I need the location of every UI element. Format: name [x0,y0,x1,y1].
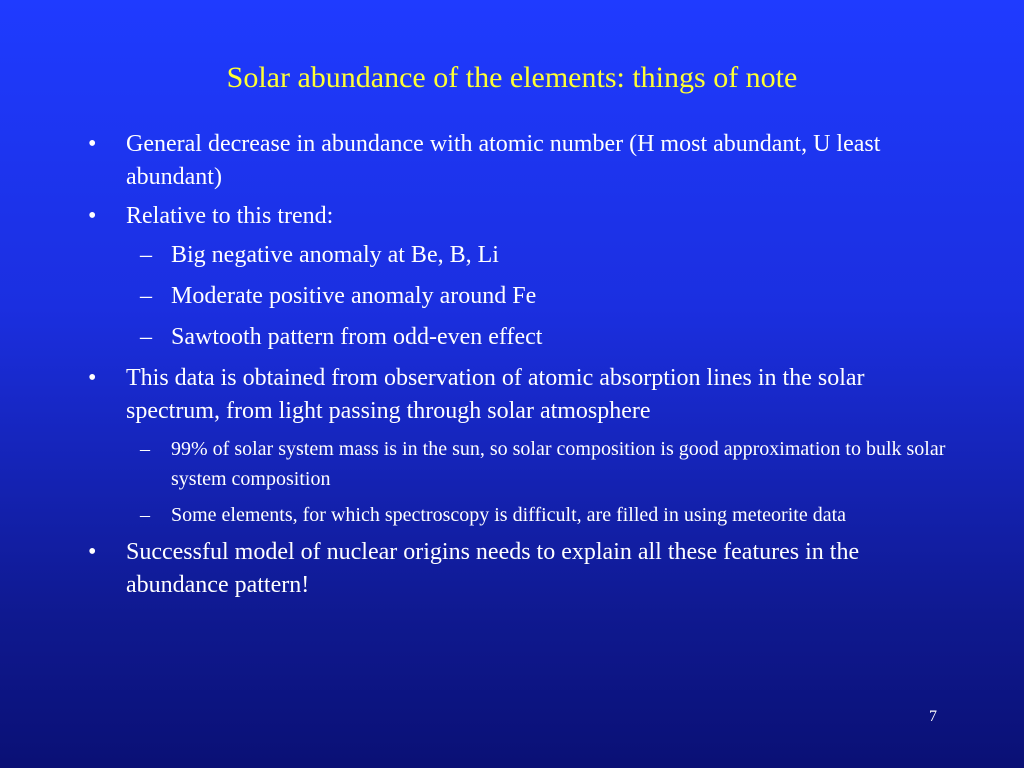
sub-bullet-marker: – [140,504,150,526]
sub-bullet-marker: – [140,324,152,350]
sub-bullet-item [86,321,956,354]
sub-bullet-text: 99% of solar system mass is in the sun, so solar composition is good approximation to bulk solar system composition [171,438,946,490]
sub-bullet-text: Sawtooth pattern from odd-even effect [171,324,543,350]
bullet-marker: • [88,539,97,565]
bullet-text: Successful model of nuclear origins needs to explain all these features in the abundance pattern! [126,539,860,598]
sub-bullet-item [86,239,956,272]
bullet-item [86,200,956,233]
sub-bullet-item [86,434,956,494]
slide-title: Solar abundance of the elements: things of note [226,61,798,94]
page-number: 7 [929,708,937,725]
bullet-marker: • [88,365,97,391]
bullet-item [86,536,956,602]
sub-bullet-text: Some elements, for which spectroscopy is difficult, are filled in using meteorite data [171,504,846,526]
sub-bullet-item [86,280,956,313]
sub-bullet-item [86,500,956,530]
bullet-item [86,128,956,194]
bullet-list [86,128,956,608]
sub-bullet-marker: – [140,242,152,268]
sub-bullet-text: Big negative anomaly at Be, B, Li [171,242,499,268]
bullet-marker: • [88,131,97,157]
sub-bullet-marker: – [140,283,152,309]
bullet-item [86,362,956,428]
bullet-text: General decrease in abundance with atomic number (H most abundant, U least abundant) [126,131,881,190]
sub-bullet-text: Moderate positive anomaly around Fe [171,283,537,309]
bullet-marker: • [88,203,97,229]
bullet-text: Relative to this trend: [126,203,334,229]
bullet-text: This data is obtained from observation of atomic absorption lines in the solar spectrum, from light passing through solar atmosphere [126,365,865,424]
sub-bullet-marker: – [140,438,150,460]
